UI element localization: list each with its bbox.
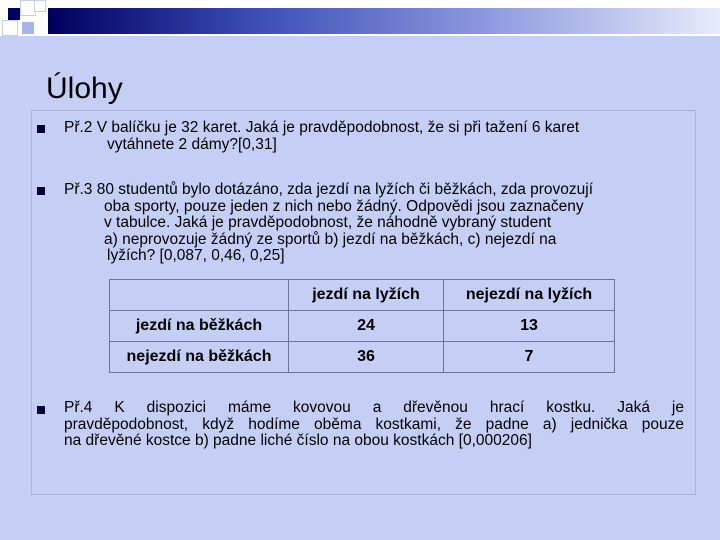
table-row xyxy=(110,311,615,342)
table-header-row xyxy=(110,280,615,311)
table-cell: 24 xyxy=(289,311,444,342)
table-cell: 7 xyxy=(444,342,615,373)
bullet-icon xyxy=(37,406,45,414)
table-col-header: jezdí na lyžích xyxy=(289,280,444,311)
task-3-line: oba sporty, pouze jeden z nich nebo žádný. Odpovědi jsou zaznačeny xyxy=(104,197,584,215)
task-4-line: pravděpodobnost, když hodíme oběma kostkami, že padne a) jednička pouze xyxy=(64,415,684,433)
task-4-line: Př.4 K dispozici máme kovovou a dřevěnou hrací kostku. Jaká je xyxy=(64,399,684,416)
table-row-label: jezdí na běžkách xyxy=(110,311,289,342)
table-col-header: nejezdí na lyžích xyxy=(444,280,615,311)
table-corner-cell xyxy=(110,280,289,311)
slide-title: Úlohy xyxy=(46,72,123,105)
bullet-icon xyxy=(37,125,45,133)
task-3 xyxy=(64,182,689,265)
task-4-line: na dřevěné kostce b) padne liché číslo na obou kostkách [0,000206] xyxy=(64,432,532,450)
corner-square-dark xyxy=(8,8,20,20)
task-3-line: Př.3 80 studentů bylo dotázáno, zda jezdí na lyžích či běžkách, zda provozují xyxy=(64,181,594,198)
task-2-line: vytáhnete 2 dámy?[0,31] xyxy=(107,135,277,153)
bullet-icon xyxy=(37,187,45,195)
table-row-label: nejezdí na běžkách xyxy=(110,342,289,373)
header-gradient-bar xyxy=(48,8,720,34)
table-cell: 13 xyxy=(444,311,615,342)
task-4 xyxy=(64,400,684,450)
task-3-line: lyžích? [0,087, 0,46, 0,25] xyxy=(107,247,285,265)
table-row xyxy=(110,342,615,373)
task-3-line: v tabulce. Jaká je pravděpodobnost, že náhodně vybraný student xyxy=(104,214,552,232)
task-2 xyxy=(64,120,684,153)
corner-square-light xyxy=(34,0,46,12)
table-cell: 36 xyxy=(289,342,444,373)
corner-square-mid xyxy=(22,22,34,34)
corner-square-light xyxy=(2,20,18,36)
task-3-line: a) neprovozuje žádný ze sportů b) jezdí na běžkách, c) nejezdí na xyxy=(104,230,557,248)
task-2-line: Př.2 V balíčku je 32 karet. Jaká je pravděpodobnost, že si při tažení 6 karet xyxy=(64,119,580,136)
sports-table xyxy=(109,279,615,373)
